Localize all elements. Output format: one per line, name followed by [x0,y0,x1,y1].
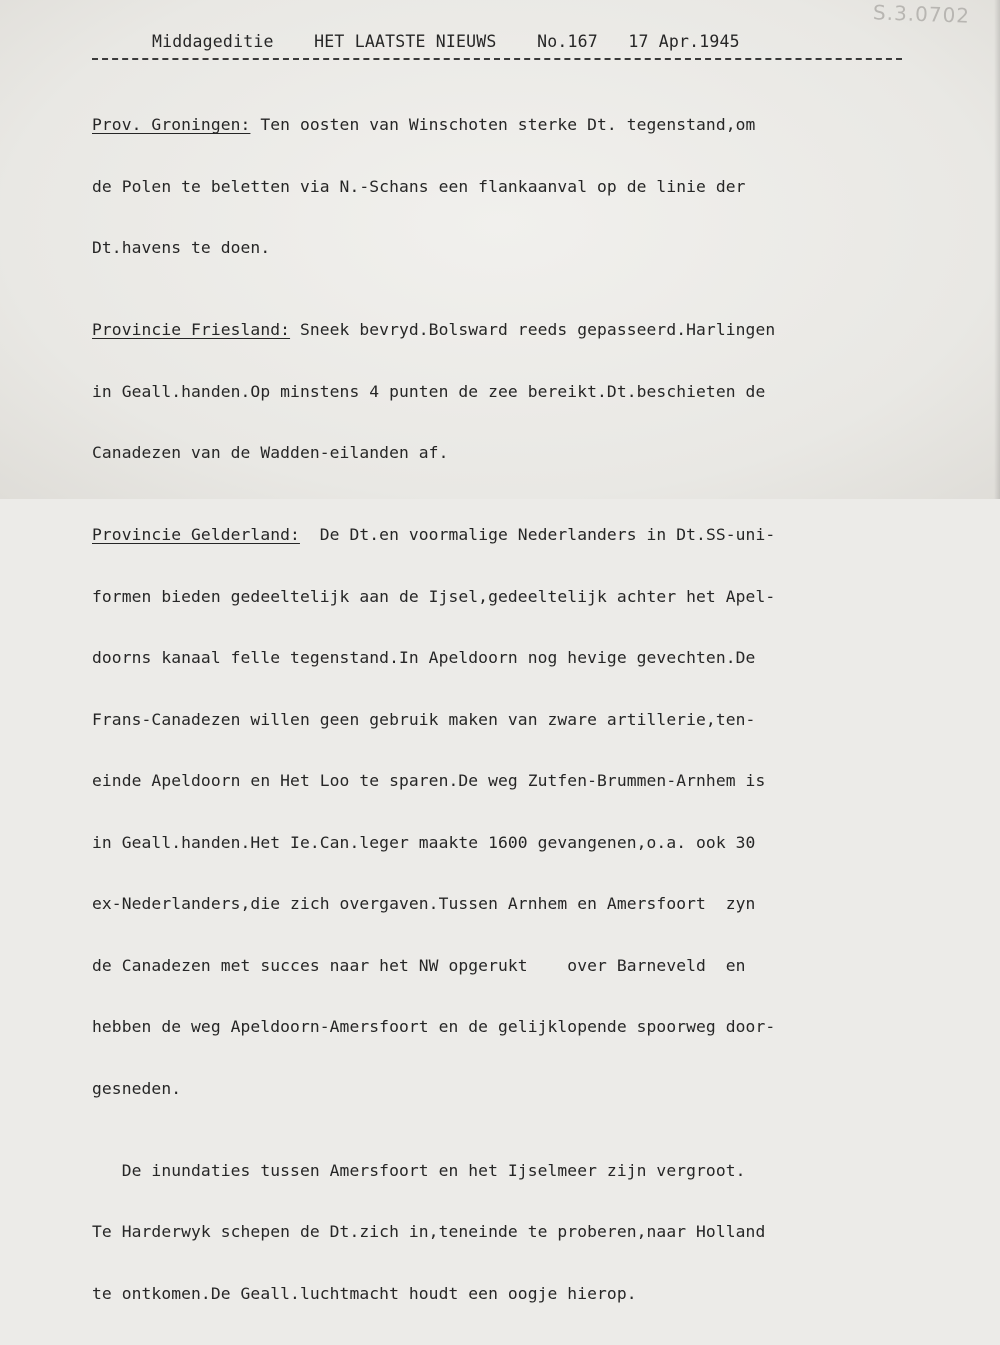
text-line: ex-Nederlanders,die zich overgaven.Tussen Arnhem en Amersfoort zyn [92,894,756,913]
issue-date: 17 Apr.1945 [628,32,740,51]
text-line: einde Apeldoorn en Het Loo te sparen.De weg Zutfen-Brummen-Arnhem is [92,771,766,790]
header-divider [92,58,902,60]
bulletin-header [152,32,912,51]
newspaper-title: HET LAATSTE NIEUWS [314,32,497,51]
text-line: gesneden. [92,1078,182,1098]
section-heading-groningen: Prov. Groningen: [92,115,251,134]
text-line: in Geall.handen.Op minstens 4 punten de zee bereikt.Dt.beschieten de [92,381,766,401]
text-line: Te Harderwyk schepen de Dt.zich in,teneinde te proberen,naar Holland [92,1222,766,1241]
text-line: te ontkomen.De Geall.luchtmacht houdt een oogje hierop. [92,1283,637,1303]
section-heading-friesland: Provincie Friesland: [92,320,291,339]
bulletin-body [92,74,922,1345]
text-line: de Canadezen met succes naar het NW opgerukt over Barneveld en [92,955,746,975]
page-edge-shadow [994,0,1000,499]
text-line: formen bieden gedeeltelijk aan de Ijsel,gedeeltelijk achter het Apel- [92,586,776,606]
section-heading-gelderland: Provincie Gelderland: [92,525,300,544]
text-line: Provincie Friesland: Sneek bevryd.Bolsward reeds gepasseerd.Harlingen [92,320,776,339]
archive-stamp: S.3.0702 [872,0,971,28]
text-line: Prov. Groningen: Ten oosten van Winschoten sterke Dt. tegenstand,om [92,115,756,134]
text-line: Provincie Gelderland: De Dt.en voormalige Nederlanders in Dt.SS-uni- [92,525,776,544]
text-line: De inundaties tussen Amersfoort en het Ijselmeer zijn vergroot. [92,1160,746,1180]
text-line: Dt.havens te doen. [92,238,271,257]
text-line: Canadezen van de Wadden-eilanden af. [92,443,449,462]
text-line: de Polen te beletten via N.-Schans een flankaanval op de linie der [92,176,746,196]
text-line: Frans-Canadezen willen geen gebruik maken van zware artillerie,ten- [92,709,756,729]
issue-number: No.167 [537,32,598,51]
text-line: doorns kanaal felle tegenstand.In Apeldoorn nog hevige gevechten.De [92,648,756,667]
edition-label: Middageditie [152,32,274,51]
text-line: in Geall.handen.Het Ie.Can.leger maakte 1600 gevangenen,o.a. ook 30 [92,832,756,852]
text-line: hebben de weg Apeldoorn-Amersfoort en de gelijklopende spoorweg door- [92,1017,776,1036]
